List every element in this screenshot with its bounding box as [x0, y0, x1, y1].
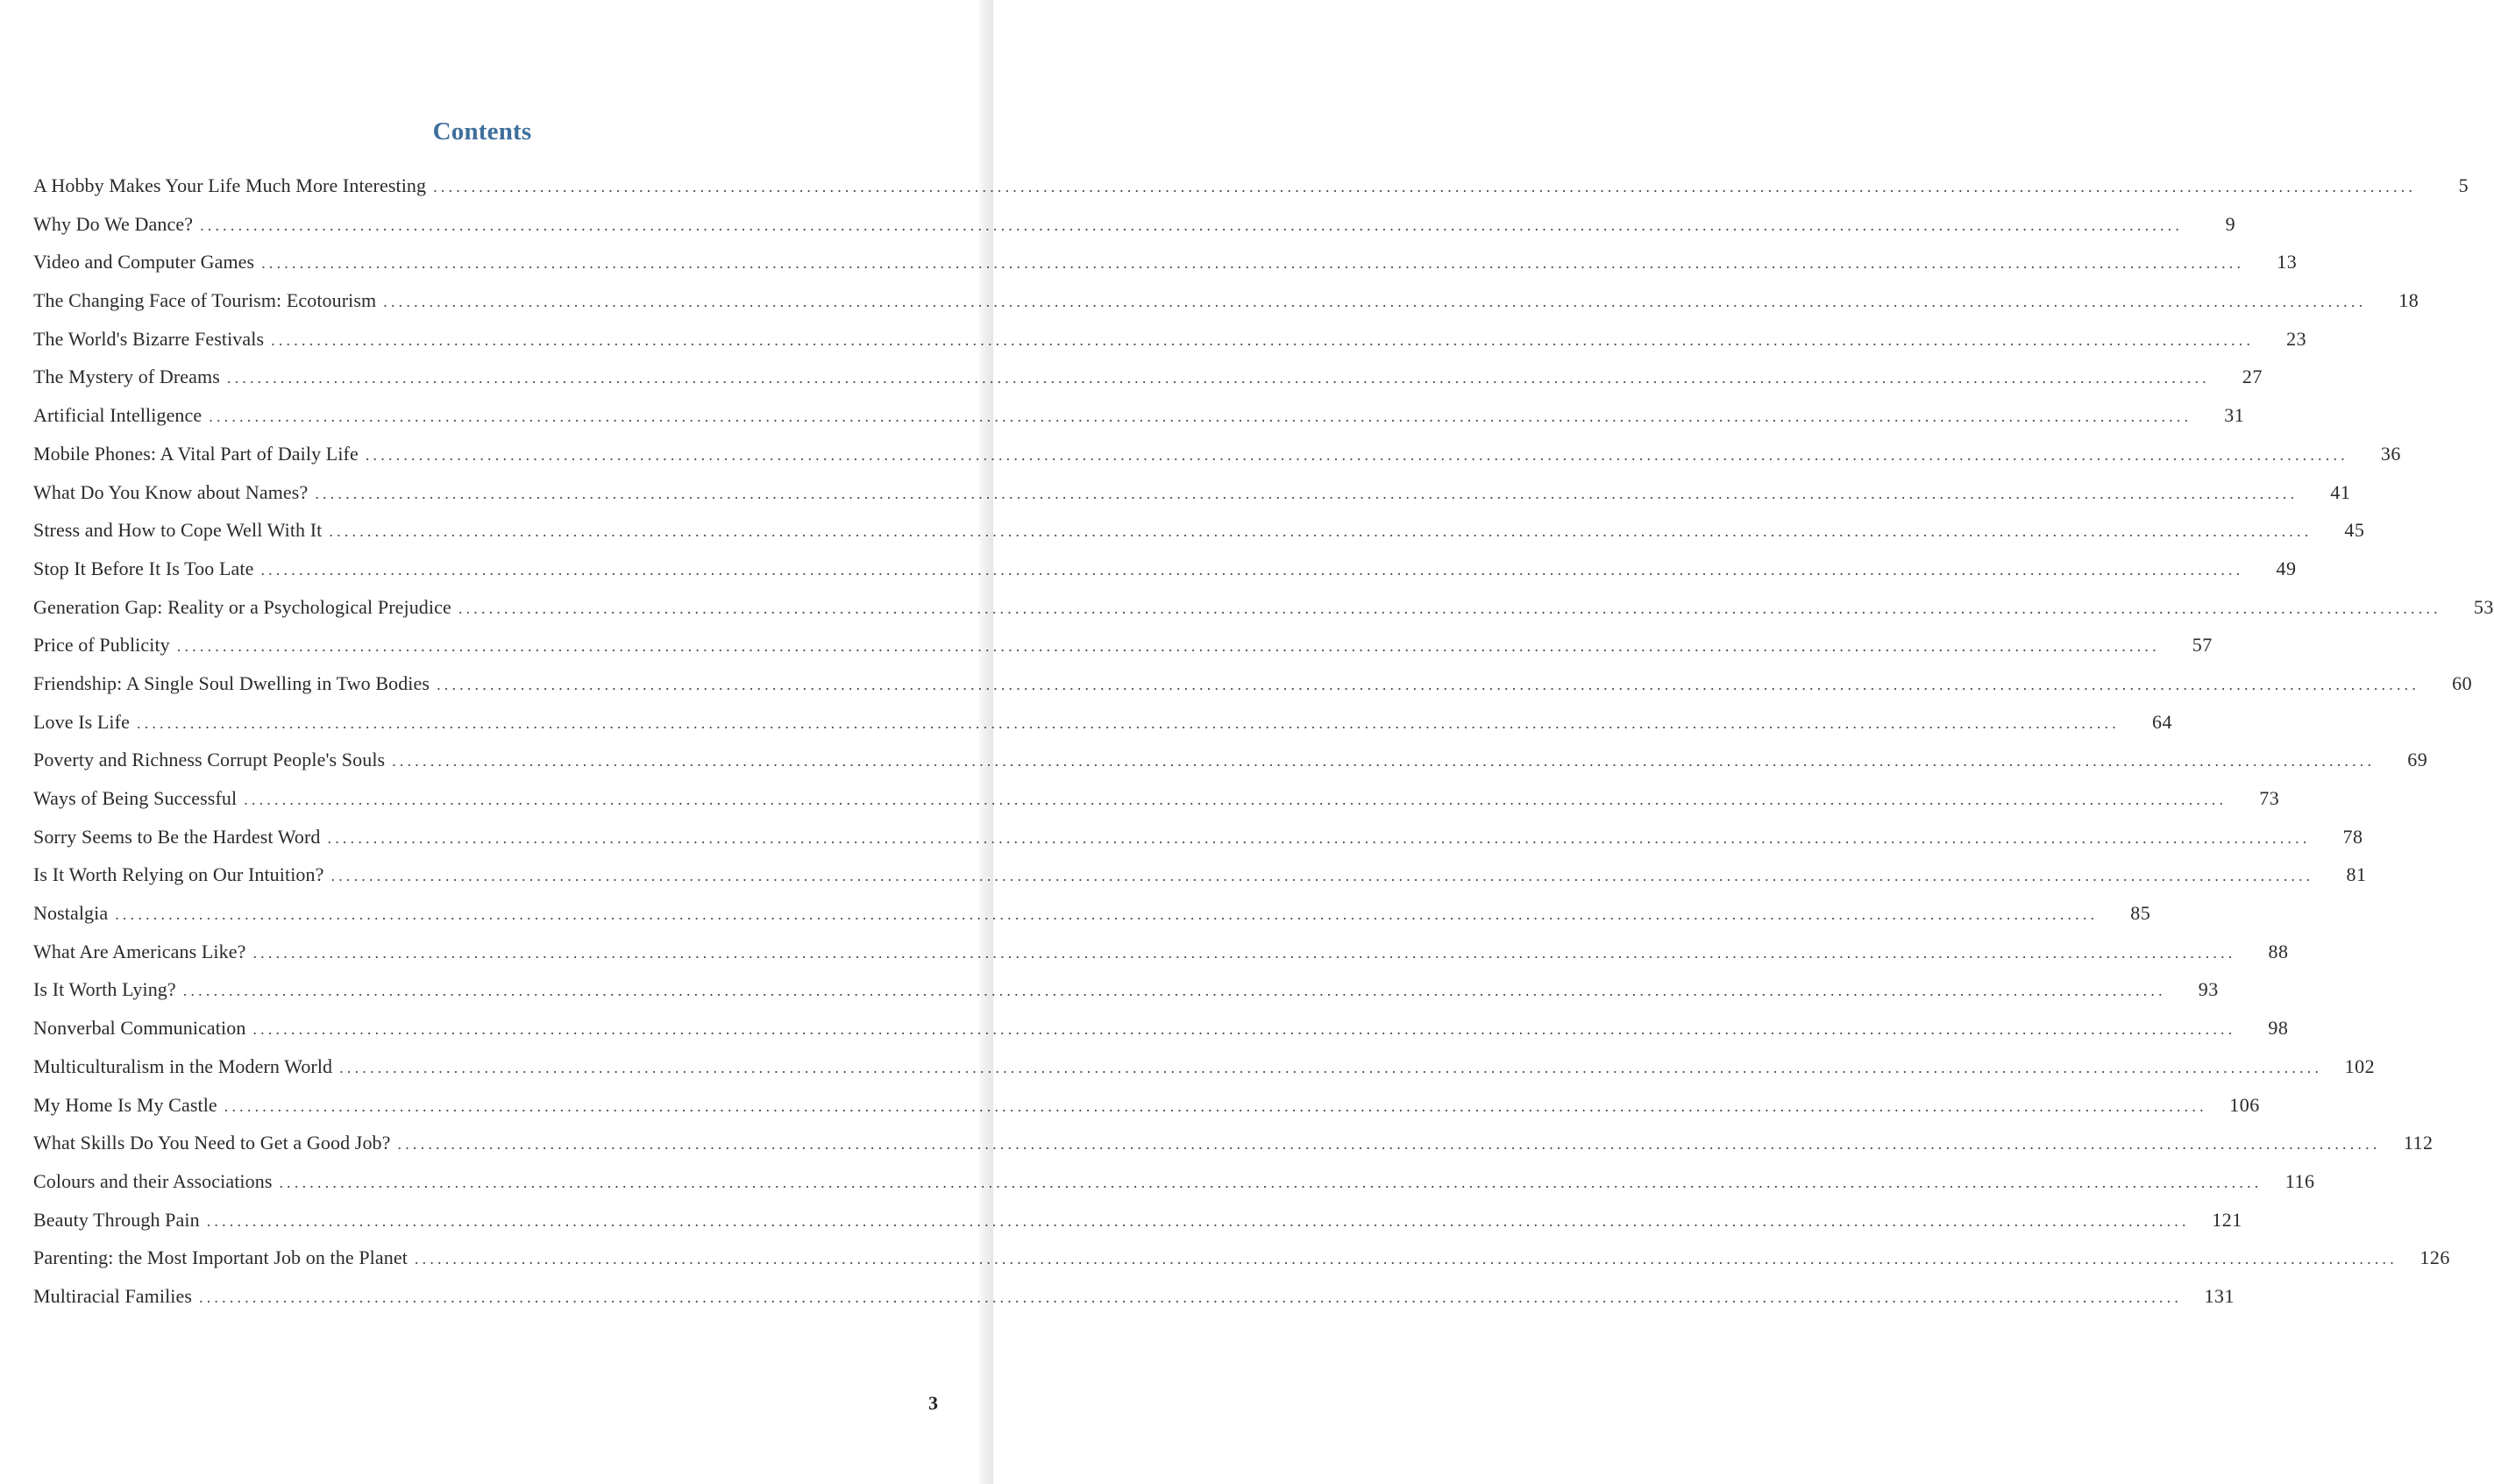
- toc-leader-dots: ....................................................................................................................................................................................................................................................................: [458, 599, 2441, 617]
- toc-entry: [33, 664, 2473, 703]
- toc-entry: [33, 1009, 2289, 1047]
- toc-entry-page: 49: [2276, 557, 2297, 579]
- toc-leader-dots: ....................................................................................................................................................................................................................................................................: [226, 369, 2210, 387]
- toc-entry: [33, 435, 2401, 473]
- toc-leader-dots: ....................................................................................................................................................................................................................................................................: [224, 1097, 2207, 1115]
- toc-entry-page: 73: [2259, 787, 2280, 809]
- toc-leader-dots: ....................................................................................................................................................................................................................................................................: [279, 1173, 2263, 1191]
- toc-entry-page: 69: [2407, 749, 2428, 771]
- toc-entry: [33, 1086, 2260, 1125]
- toc-entry-title: Friendship: A Single Soul Dwelling in Two Bodies: [33, 671, 430, 694]
- toc-leader-dots: ....................................................................................................................................................................................................................................................................: [329, 522, 2313, 541]
- toc-entry: [33, 396, 2245, 435]
- toc-entry-title: The Mystery of Dreams: [33, 366, 220, 388]
- toc-leader-dots: ....................................................................................................................................................................................................................................................................: [330, 867, 2314, 885]
- table-of-contents: [33, 167, 2494, 1316]
- toc-entry-title: What Do You Know about Names?: [33, 480, 309, 503]
- toc-leader-dots: ....................................................................................................................................................................................................................................................................: [115, 905, 2099, 924]
- toc-entry-title: Love Is Life: [33, 710, 130, 733]
- toc-leader-dots: ....................................................................................................................................................................................................................................................................: [200, 216, 2184, 234]
- toc-entry-page: 36: [2380, 442, 2401, 465]
- toc-entry: [33, 1047, 2376, 1086]
- toc-leader-dots: ....................................................................................................................................................................................................................................................................: [315, 484, 2299, 502]
- toc-entry-title: Artificial Intelligence: [33, 404, 203, 427]
- toc-entry: [33, 1124, 2434, 1162]
- toc-entry-title: Price of Publicity: [33, 634, 170, 657]
- toc-entry: [33, 779, 2280, 818]
- toc-entry-page: 121: [2212, 1208, 2242, 1231]
- toc-entry-page: 9: [2225, 212, 2236, 235]
- toc-entry: [33, 1201, 2242, 1239]
- toc-entry: [33, 970, 2219, 1009]
- page-number: 3: [928, 1392, 938, 1414]
- toc-entry: [33, 167, 2469, 205]
- toc-entry-title: Is It Worth Relying on Our Intuition?: [33, 863, 324, 886]
- toc-entry-title: Colours and their Associations: [33, 1169, 273, 1192]
- toc-entry: [33, 511, 2365, 550]
- toc-entry-title: Ways of Being Successful: [33, 787, 238, 809]
- toc-entry-title: A Hobby Makes Your Life Much More Interesting: [33, 174, 427, 196]
- toc-entry-page: 27: [2242, 366, 2263, 388]
- contents-heading: Contents: [432, 117, 532, 146]
- toc-entry-title: Stress and How to Cope Well With It: [33, 519, 323, 542]
- toc-entry-title: What Are Americans Like?: [33, 940, 246, 962]
- toc-entry-page: 45: [2344, 519, 2365, 542]
- toc-entry-title: The Changing Face of Tourism: Ecotourism: [33, 289, 377, 312]
- toc-leader-dots: ....................................................................................................................................................................................................................................................................: [199, 1288, 2183, 1306]
- toc-entry-page: 112: [2403, 1132, 2434, 1154]
- toc-entry-title: The World's Bizarre Festivals: [33, 327, 265, 350]
- toc-leader-dots: ....................................................................................................................................................................................................................................................................: [339, 1058, 2323, 1076]
- toc-leader-dots: ....................................................................................................................................................................................................................................................................: [414, 1250, 2398, 1268]
- toc-entry-page: 5: [2458, 174, 2469, 196]
- toc-entry: [33, 818, 2363, 856]
- toc-entry-title: Nonverbal Communication: [33, 1017, 246, 1040]
- toc-entry-page: 23: [2286, 327, 2307, 350]
- toc-entry-title: What Skills Do You Need to Get a Good Job?: [33, 1132, 391, 1154]
- toc-entry: [33, 703, 2172, 742]
- toc-entry-title: Multiculturalism in the Modern World: [33, 1054, 333, 1077]
- toc-entry-title: Stop It Before It Is Too Late: [33, 557, 254, 579]
- toc-entry: [33, 933, 2289, 971]
- toc-entry-page: 85: [2130, 902, 2151, 925]
- toc-entry-title: Beauty Through Pain: [33, 1208, 200, 1231]
- toc-entry-title: Mobile Phones: A Vital Part of Daily Life: [33, 442, 359, 465]
- toc-leader-dots: ....................................................................................................................................................................................................................................................................: [182, 982, 2166, 1000]
- toc-entry-page: 60: [2452, 671, 2473, 694]
- toc-entry: [33, 320, 2307, 359]
- toc-leader-dots: ....................................................................................................................................................................................................................................................................: [437, 675, 2420, 693]
- toc-entry: [33, 626, 2213, 664]
- toc-entry: [33, 473, 2351, 512]
- toc-leader-dots: ....................................................................................................................................................................................................................................................................: [271, 330, 2255, 349]
- toc-entry-title: Poverty and Richness Corrupt People's Souls: [33, 749, 386, 771]
- toc-entry: [33, 894, 2151, 933]
- toc-entry-page: 93: [2198, 978, 2219, 1001]
- toc-entry: [33, 588, 2494, 627]
- toc-leader-dots: ....................................................................................................................................................................................................................................................................: [252, 943, 2236, 962]
- toc-leader-dots: ....................................................................................................................................................................................................................................................................: [136, 714, 2120, 732]
- toc-entry: [33, 856, 2367, 894]
- toc-entry: [33, 550, 2297, 588]
- toc-leader-dots: ....................................................................................................................................................................................................................................................................: [383, 293, 2367, 311]
- toc-entry-page: 13: [2277, 251, 2298, 273]
- toc-entry-page: 41: [2330, 480, 2351, 503]
- toc-leader-dots: ....................................................................................................................................................................................................................................................................: [260, 560, 2244, 579]
- toc-entry-title: Why Do We Dance?: [33, 212, 194, 235]
- toc-entry-title: Is It Worth Lying?: [33, 978, 176, 1001]
- toc-entry-page: 57: [2192, 634, 2213, 657]
- toc-entry: [33, 1239, 2450, 1277]
- toc-entry-page: 126: [2419, 1246, 2450, 1269]
- toc-leader-dots: ....................................................................................................................................................................................................................................................................: [176, 637, 2160, 656]
- toc-entry-page: 81: [2346, 863, 2367, 886]
- toc-leader-dots: ....................................................................................................................................................................................................................................................................: [327, 828, 2311, 847]
- toc-entry-page: 53: [2473, 595, 2494, 618]
- toc-entry-title: My Home Is My Castle: [33, 1093, 217, 1116]
- toc-leader-dots: ....................................................................................................................................................................................................................................................................: [209, 408, 2192, 426]
- toc-leader-dots: ....................................................................................................................................................................................................................................................................: [252, 1020, 2236, 1039]
- toc-entry-title: Multiracial Families: [33, 1284, 193, 1307]
- toc-entry-page: 64: [2151, 710, 2172, 733]
- toc-entry: [33, 1277, 2235, 1316]
- toc-leader-dots: ....................................................................................................................................................................................................................................................................: [433, 178, 2417, 195]
- toc-leader-dots: ....................................................................................................................................................................................................................................................................: [261, 254, 2245, 273]
- toc-entry-title: Parenting: the Most Important Job on the Planet: [33, 1246, 408, 1269]
- toc-entry-title: Nostalgia: [33, 902, 109, 925]
- toc-leader-dots: ....................................................................................................................................................................................................................................................................: [365, 445, 2348, 464]
- toc-entry-page: 102: [2344, 1054, 2376, 1077]
- toc-entry: [33, 205, 2236, 244]
- toc-leader-dots: ....................................................................................................................................................................................................................................................................: [392, 752, 2376, 770]
- toc-entry-page: 106: [2229, 1093, 2260, 1116]
- toc-entry-page: 131: [2204, 1284, 2235, 1307]
- toc-entry-page: 116: [2284, 1169, 2315, 1192]
- toc-entry: [33, 358, 2263, 396]
- toc-entry-page: 78: [2342, 825, 2363, 848]
- toc-entry: [33, 1162, 2315, 1201]
- toc-leader-dots: ....................................................................................................................................................................................................................................................................: [206, 1211, 2190, 1230]
- toc-entry-title: Generation Gap: Reality or a Psychological Prejudice: [33, 595, 451, 618]
- toc-entry-page: 88: [2268, 940, 2289, 962]
- toc-leader-dots: ....................................................................................................................................................................................................................................................................: [244, 791, 2228, 808]
- toc-entry-title: Sorry Seems to Be the Hardest Word: [33, 825, 321, 848]
- toc-entry-title: Video and Computer Games: [33, 251, 255, 273]
- toc-entry-page: 31: [2224, 404, 2245, 427]
- toc-entry: [33, 243, 2298, 281]
- toc-entry: [33, 281, 2419, 320]
- toc-entry: [33, 741, 2428, 779]
- toc-entry-page: 98: [2268, 1017, 2289, 1040]
- toc-leader-dots: ....................................................................................................................................................................................................................................................................: [397, 1135, 2381, 1154]
- toc-entry-page: 18: [2398, 289, 2419, 312]
